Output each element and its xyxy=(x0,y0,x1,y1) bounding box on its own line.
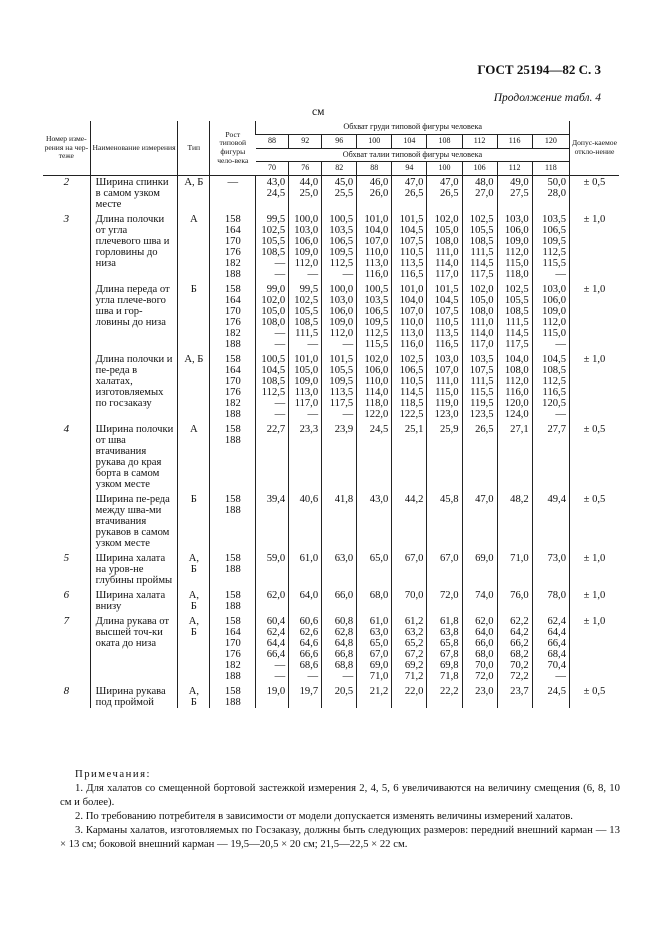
row-value: 72,0 xyxy=(427,586,462,612)
unit-label: см xyxy=(312,106,325,118)
row-tolerance: ± 1,0 xyxy=(570,549,620,586)
row-type: А xyxy=(178,420,210,490)
row-tolerance: ± 1,0 xyxy=(570,586,620,612)
row-tolerance: ± 1,0 xyxy=(570,280,620,350)
table-row xyxy=(43,210,619,280)
row-type: А, Б xyxy=(178,682,210,708)
row-number: 6 xyxy=(63,589,70,602)
row-value: 39,4 xyxy=(256,490,289,549)
row-value: 102,0 105,0 108,0 111,0 114,0 117,0 xyxy=(427,210,462,280)
row-value: 76,0 xyxy=(497,586,532,612)
row-value: 49,4 xyxy=(532,490,569,549)
row-value: 23,9 xyxy=(322,420,357,490)
row-value: 25,9 xyxy=(427,420,462,490)
row-value: 61,2 63,2 65,2 67,2 69,2 71,2 xyxy=(392,612,427,682)
row-name: Длина рукава от высшей точ-ки оката до низа xyxy=(90,612,178,682)
row-value: 24,5 xyxy=(532,682,569,708)
row-value: 78,0 xyxy=(532,586,569,612)
table-row xyxy=(43,549,619,586)
row-value: 22,7 xyxy=(256,420,289,490)
row-heights: 158 188 xyxy=(210,682,256,708)
row-value: 59,0 xyxy=(256,549,289,586)
row-value: 63,0 xyxy=(322,549,357,586)
row-number xyxy=(43,280,90,350)
row-value: 102,0 106,0 110,0 114,0 118,0 122,0 xyxy=(357,350,392,420)
row-value: 100,0 103,0 106,0 109,0 112,0 — xyxy=(322,280,357,350)
row-heights: — xyxy=(210,176,256,211)
row-tolerance: ± 0,5 xyxy=(570,682,620,708)
chest-size-100: 100 xyxy=(357,134,392,148)
row-value: 61,0 63,0 65,0 67,0 69,0 71,0 xyxy=(357,612,392,682)
note-2: 2. По требованию потребителя в зависимости от модели допускается изменять величины измерений халатов. xyxy=(75,810,573,822)
table-row xyxy=(43,682,619,708)
row-number: 3 xyxy=(63,213,70,226)
note-1: 1. Для халатов со смещенной бортовой застежкой измерения 2, 4, 5, 6 увеличиваются на величину смещения (6, 8, 10 см и более). xyxy=(60,782,620,808)
row-value: 102,5 105,5 108,5 111,5 114,5 117,5 xyxy=(497,280,532,350)
measurements-table xyxy=(43,121,619,708)
row-value: 45,0 25,5 xyxy=(322,176,357,211)
row-value: 60,6 62,6 64,6 66,6 68,6 — xyxy=(289,612,322,682)
chest-size-120: 120 xyxy=(532,134,569,148)
row-number: 5 xyxy=(63,552,70,565)
row-value: 104,5 108,5 112,5 116,5 120,5 — xyxy=(532,350,569,420)
row-heights: 158 188 xyxy=(210,549,256,586)
col-head-name: Наименование измерения xyxy=(90,121,178,176)
row-heights: 158 188 xyxy=(210,490,256,549)
row-heights: 158 188 xyxy=(210,420,256,490)
row-value: 44,0 25,0 xyxy=(289,176,322,211)
row-name: Длина переда от угла плече-вого шва и гор-ловины до низа xyxy=(90,280,178,350)
row-value: 66,0 xyxy=(322,586,357,612)
waist-size-88: 88 xyxy=(357,162,392,176)
chest-size-116: 116 xyxy=(497,134,532,148)
row-value: 45,8 xyxy=(427,490,462,549)
row-value: 62,0 64,0 66,0 68,0 70,0 72,0 xyxy=(462,612,497,682)
notes xyxy=(60,767,620,851)
row-value: 67,0 xyxy=(427,549,462,586)
row-heights: 158 164 170 176 182 188 xyxy=(210,612,256,682)
col-head-tolerance: Допус-каемое откло-нение xyxy=(570,121,620,176)
row-heights: 158 164 170 176 182 188 xyxy=(210,280,256,350)
chest-size-96: 96 xyxy=(322,134,357,148)
row-value: 62,0 xyxy=(256,586,289,612)
row-value: 103,5 106,5 109,5 112,5 115,5 — xyxy=(532,210,569,280)
row-value: 44,2 xyxy=(392,490,427,549)
row-value: 19,7 xyxy=(289,682,322,708)
page-header: ГОСТ 25194—82 С. 3 xyxy=(477,62,601,77)
row-value: 62,4 64,4 66,4 68,4 70,4 — xyxy=(532,612,569,682)
waist-size-70: 70 xyxy=(256,162,289,176)
row-value: 99,0 102,0 105,0 108,0 — — xyxy=(256,280,289,350)
row-value: 73,0 xyxy=(532,549,569,586)
row-value: 47,0 xyxy=(462,490,497,549)
row-value: 70,0 xyxy=(392,586,427,612)
row-value: 101,5 104,5 107,5 110,5 113,5 116,5 xyxy=(392,210,427,280)
row-value: 23,3 xyxy=(289,420,322,490)
row-value: 100,5 103,5 106,5 109,5 112,5 — xyxy=(322,210,357,280)
row-value: 43,0 xyxy=(357,490,392,549)
row-value: 60,4 62,4 64,4 66,4 — — xyxy=(256,612,289,682)
row-value: 21,2 xyxy=(357,682,392,708)
chest-size-108: 108 xyxy=(427,134,462,148)
row-value: 99,5 102,5 105,5 108,5 — — xyxy=(256,210,289,280)
row-value: 71,0 xyxy=(497,549,532,586)
table-row xyxy=(43,420,619,490)
row-name: Ширина рукава под проймой xyxy=(90,682,178,708)
row-type: А, Б xyxy=(178,176,210,211)
row-type: А, Б xyxy=(178,350,210,420)
row-value: 50,0 28,0 xyxy=(532,176,569,211)
row-heights: 158 188 xyxy=(210,586,256,612)
row-value: 23,7 xyxy=(497,682,532,708)
table-row xyxy=(43,350,619,420)
row-number xyxy=(43,350,90,420)
row-value: 64,0 xyxy=(289,586,322,612)
note-3: 3. Карманы халатов, изготовляемых по Госзаказу, должны быть следующих размеров: передний внешний карман — 13 × 13 см; боковой внешний карман — 19,5—20,5 × 20 см; 21,5—22,5 × 22 см. xyxy=(60,824,620,850)
row-value: 61,8 63,8 65,8 67,8 69,8 71,8 xyxy=(427,612,462,682)
row-value: 48,0 27,0 xyxy=(462,176,497,211)
row-value: 102,5 106,5 110,5 114,5 118,5 122,5 xyxy=(392,350,427,420)
row-number xyxy=(43,490,90,549)
row-heights: 158 164 170 176 182 188 xyxy=(210,350,256,420)
row-value: 101,5 105,5 109,5 113,5 117,5 — xyxy=(322,350,357,420)
row-value: 23,0 xyxy=(462,682,497,708)
row-value: 102,5 105,5 108,5 111,5 114,5 117,5 xyxy=(462,210,497,280)
row-value: 27,1 xyxy=(497,420,532,490)
row-value: 43,0 24,5 xyxy=(256,176,289,211)
table-row xyxy=(43,490,619,549)
row-type: А, Б xyxy=(178,612,210,682)
row-value: 47,0 26,5 xyxy=(427,176,462,211)
table-row xyxy=(43,612,619,682)
col-head-height: Рост типовой фигуры чело-века xyxy=(210,121,256,176)
chest-header: Обхват груди типовой фигуры человека xyxy=(256,121,570,134)
waist-size-112: 112 xyxy=(497,162,532,176)
row-tolerance: ± 0,5 xyxy=(570,176,620,211)
row-value: 46,0 26,0 xyxy=(357,176,392,211)
row-name: Ширина халата на уров-не глубины проймы xyxy=(90,549,178,586)
row-value: 19,0 xyxy=(256,682,289,708)
waist-size-100: 100 xyxy=(427,162,462,176)
table-row xyxy=(43,176,619,211)
row-value: 27,7 xyxy=(532,420,569,490)
row-name: Длина полочки от угла плечевого шва и горловины до низа xyxy=(90,210,178,280)
row-name: Ширина спинки в самом узком месте xyxy=(90,176,178,211)
row-value: 101,0 104,0 107,0 110,0 113,0 116,0 xyxy=(392,280,427,350)
row-value: 101,0 105,0 109,0 113,0 117,0 — xyxy=(289,350,322,420)
row-value: 103,5 107,5 111,5 115,5 119,5 123,5 xyxy=(462,350,497,420)
col-head-number: Номер изме-рения на чер-теже xyxy=(43,121,90,176)
row-value: 26,5 xyxy=(462,420,497,490)
row-value: 49,0 27,5 xyxy=(497,176,532,211)
row-name: Ширина халата внизу xyxy=(90,586,178,612)
row-type: А, Б xyxy=(178,549,210,586)
row-value: 24,5 xyxy=(357,420,392,490)
table-row xyxy=(43,586,619,612)
row-name: Длина полочки и пе-реда в халатах, изготовляемых по госзаказу xyxy=(90,350,178,420)
row-value: 41,8 xyxy=(322,490,357,549)
row-tolerance: ± 1,0 xyxy=(570,210,620,280)
row-type: А, Б xyxy=(178,586,210,612)
row-type: Б xyxy=(178,280,210,350)
row-tolerance: ± 0,5 xyxy=(570,490,620,549)
row-value: 22,2 xyxy=(427,682,462,708)
notes-title: Примечания: xyxy=(75,768,151,780)
row-type: А xyxy=(178,210,210,280)
row-tolerance: ± 1,0 xyxy=(570,612,620,682)
row-value: 74,0 xyxy=(462,586,497,612)
row-type: Б xyxy=(178,490,210,549)
row-value: 99,5 102,5 105,5 108,5 111,5 — xyxy=(289,280,322,350)
waist-size-82: 82 xyxy=(322,162,357,176)
row-number: 8 xyxy=(63,685,70,698)
waist-size-76: 76 xyxy=(289,162,322,176)
row-value: 100,5 104,5 108,5 112,5 — — xyxy=(256,350,289,420)
row-value: 25,1 xyxy=(392,420,427,490)
row-value: 102,0 105,0 108,0 111,0 114,0 117,0 xyxy=(462,280,497,350)
row-heights: 158 164 170 176 182 188 xyxy=(210,210,256,280)
chest-size-104: 104 xyxy=(392,134,427,148)
table-row xyxy=(43,280,619,350)
row-value: 61,0 xyxy=(289,549,322,586)
row-name: Ширина пе-реда между шва-ми втачивания рукавов в самом узком месте xyxy=(90,490,178,549)
row-value: 48,2 xyxy=(497,490,532,549)
chest-size-88: 88 xyxy=(256,134,289,148)
row-tolerance: ± 0,5 xyxy=(570,420,620,490)
row-value: 60,8 62,8 64,8 66,8 68,8 — xyxy=(322,612,357,682)
row-number: 2 xyxy=(63,176,70,189)
waist-header: Обхват талии типовой фигуры человека xyxy=(256,148,570,162)
row-number: 7 xyxy=(63,615,70,628)
row-value: 104,0 108,0 112,0 116,0 120,0 124,0 xyxy=(497,350,532,420)
row-value: 100,0 103,0 106,0 109,0 112,0 — xyxy=(289,210,322,280)
chest-size-92: 92 xyxy=(289,134,322,148)
table-continuation: Продолжение табл. 4 xyxy=(493,92,601,104)
row-tolerance: ± 1,0 xyxy=(570,350,620,420)
row-value: 67,0 xyxy=(392,549,427,586)
row-value: 47,0 26,5 xyxy=(392,176,427,211)
row-value: 101,5 104,5 107,5 110,5 113,5 116,5 xyxy=(427,280,462,350)
row-value: 65,0 xyxy=(357,549,392,586)
row-value: 40,6 xyxy=(289,490,322,549)
chest-size-112: 112 xyxy=(462,134,497,148)
row-value: 103,0 107,0 111,0 115,0 119,0 123,0 xyxy=(427,350,462,420)
row-value: 100,5 103,5 106,5 109,5 112,5 115,5 xyxy=(357,280,392,350)
row-value: 20,5 xyxy=(322,682,357,708)
row-value: 62,2 64,2 66,2 68,2 70,2 72,2 xyxy=(497,612,532,682)
row-value: 101,0 104,0 107,0 110,0 113,0 116,0 xyxy=(357,210,392,280)
row-name: Ширина полочки от шва втачивания рукава до края борта в самом узком месте xyxy=(90,420,178,490)
waist-size-94: 94 xyxy=(392,162,427,176)
waist-size-118: 118 xyxy=(532,162,569,176)
row-value: 22,0 xyxy=(392,682,427,708)
row-number: 4 xyxy=(63,423,70,436)
row-value: 103,0 106,0 109,0 112,0 115,0 — xyxy=(532,280,569,350)
waist-size-106: 106 xyxy=(462,162,497,176)
row-value: 68,0 xyxy=(357,586,392,612)
row-value: 103,0 106,0 109,0 112,0 115,0 118,0 xyxy=(497,210,532,280)
row-value: 69,0 xyxy=(462,549,497,586)
col-head-type: Тип xyxy=(178,121,210,176)
